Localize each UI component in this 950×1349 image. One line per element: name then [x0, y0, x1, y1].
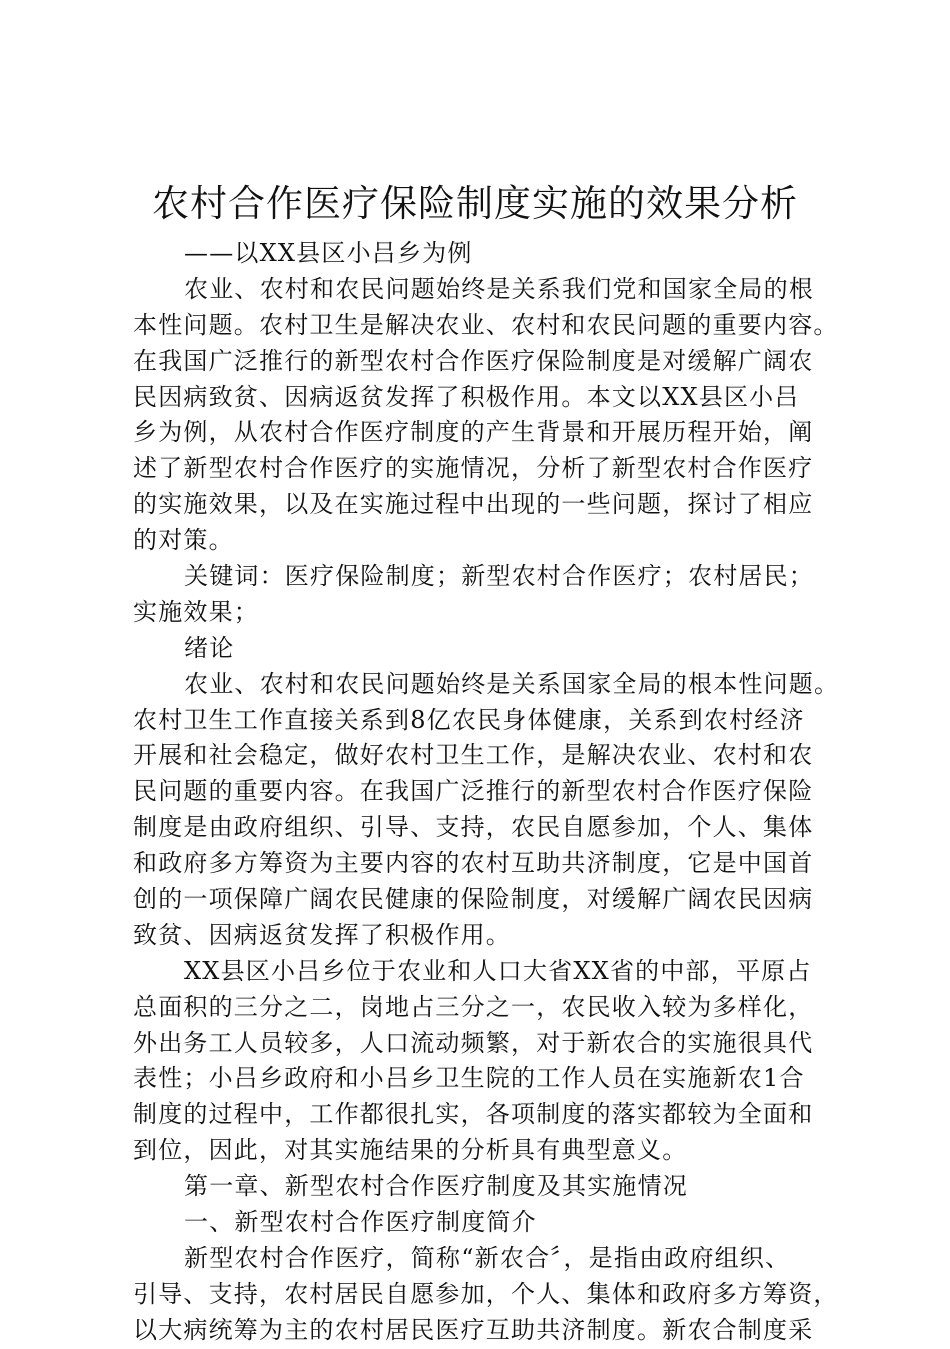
text-line: 总面积的三分之二，岗地占三分之一，农民收入较为多样化，	[133, 992, 814, 1021]
text-line: 农村卫生工作直接关系到8亿农民身体健康，关系到农村经济	[133, 705, 805, 734]
text-line: 民因病致贫、因病返贫发挥了积极作用。本文以XX县区小吕	[133, 382, 800, 411]
document-body	[133, 236, 841, 1349]
text-line: ——以XX县区小吕乡为例	[184, 239, 473, 267]
text-line: 引导、支持，农村居民自愿参加，个人、集体和政府多方筹资，	[133, 1279, 839, 1308]
text-line: 实施效果；	[133, 597, 259, 626]
document-title: 农村合作医疗保险制度实施的效果分析	[152, 182, 798, 225]
text-line: 制度是由政府组织、引导、支持，农民自愿参加，个人、集体	[133, 813, 814, 842]
text-line: 在我国广泛推行的新型农村合作医疗保险制度是对缓解广阔农	[133, 346, 814, 375]
text-line: 关键词：医疗保险制度；新型农村合作医疗；农村居民；	[184, 562, 814, 591]
text-line: 到位，因此，对其实施结果的分析具有典型意义。	[133, 1136, 688, 1165]
text-line: 农业、农村和农民问题始终是关系我们党和国家全局的根	[184, 274, 814, 303]
text-line: 民问题的重要内容。在我国广泛推行的新型农村合作医疗保险	[133, 777, 814, 806]
text-line: 表性；小吕乡政府和小吕乡卫生院的工作人员在实施新农1合	[133, 1064, 805, 1093]
text-line: 农业、农村和农民问题始终是关系国家全局的根本性问题。	[184, 669, 840, 698]
text-line: XX县区小吕乡位于农业和人口大省XX省的中部，平原占	[184, 956, 812, 985]
text-line: 新型农村合作医疗，简称“新农合〞，是指由政府组织、	[184, 1243, 791, 1272]
text-line: 的对策。	[133, 526, 234, 555]
text-line: 以大病统筹为主的农村居民医疗互助共济制度。新农合制度采	[133, 1315, 814, 1344]
text-line: 乡为例，从农村合作医疗制度的产生背景和开展历程开始，阐	[133, 418, 814, 447]
text-line: 绪论	[184, 633, 235, 662]
text-line: 的实施效果，以及在实施过程中出现的一些问题，探讨了相应	[133, 490, 814, 519]
text-line: 本性问题。农村卫生是解决农业、农村和农民问题的重要内容。	[133, 310, 839, 339]
text-line: 述了新型农村合作医疗的实施情况，分析了新型农村合作医疗	[133, 454, 814, 483]
text-line: 制度的过程中，工作都很扎实，各项制度的落实都较为全面和	[133, 1100, 814, 1129]
text-line: 第一章、新型农村合作医疗制度及其实施情况	[184, 1172, 688, 1201]
text-line: 和政府多方筹资为主要内容的农村互助共济制度，它是中国首	[133, 849, 814, 878]
text-line: 一、新型农村合作医疗制度简介	[184, 1208, 537, 1237]
text-line: 致贫、因病返贫发挥了积极作用。	[133, 920, 511, 949]
text-line: 创的一项保障广阔农民健康的保险制度，对缓解广阔农民因病	[133, 885, 814, 914]
text-line: 外出务工人员较多，人口流动频繁，对于新农合的实施很具代	[133, 1028, 814, 1057]
text-line: 开展和社会稳定，做好农村卫生工作，是解决农业、农村和农	[133, 741, 814, 770]
